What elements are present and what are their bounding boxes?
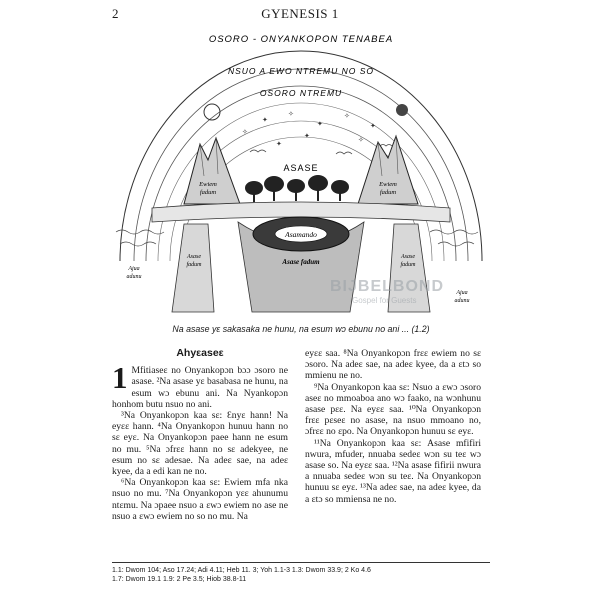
earth-label: ASASE [283,163,319,173]
firmament-label: OSORO NTREMU [259,88,343,98]
svg-text:✧: ✧ [344,112,350,120]
chapter-number: 1 [112,360,128,396]
right-mountain-label-2: fadum [379,189,397,196]
right-pillar-label-2: fadum [400,262,416,268]
svg-text:✧: ✧ [242,128,248,136]
book-title: GYENESIS 1 [261,6,339,21]
left-deep-label-2: adunu [126,274,142,280]
svg-text:✦: ✦ [317,120,323,128]
underworld-label: Asamando [285,230,317,239]
svg-text:✧: ✧ [358,136,364,144]
right-deep-label-1: Ajua [456,290,468,296]
svg-text:✧: ✧ [288,110,294,118]
illustration-caption: Na asase yɛ sakasaka ne hunu, na esum wɔ ebunu no ani ... (1.2) [172,324,430,334]
running-head [112,6,488,22]
creation-illustration [112,26,490,320]
right-pillar-label-1: Asase [401,254,415,260]
earth-pillars-label: Asase fadum [282,258,320,266]
watermark-tagline: Gospel for Guests [352,296,417,305]
watermark-brand: BIJBELBOND [330,278,445,295]
moon-icon [396,104,408,116]
left-mountain-label-1: Ewiem [199,181,217,188]
left-pillar [172,224,214,312]
cross-references [112,566,490,584]
page-number: 2 [112,6,119,21]
text-column-left [112,348,288,522]
verse-paragraph: ³Na Onyankopɔn kaa sε: Ɛnyε hann! Na eyεε hann. ⁴Na Onyankopɔn hunuu hann no sε eyε. Na Onyankopɔn paee hann ne esum no mu. ⁵Na ɔfrεε hann no sε adekyee, ne esum no sε adesae. Na adeε sae, na adeε kyee, da a edi kan ne no. [112,410,288,478]
verse-paragraph: ⁹Na Onyankopɔn kaa sε: Nsuo a εwɔ ɔsoro aseε no mmoaboa ano wɔ faako, na wɔnhunu asase pεε. Na eyεε saa. ¹⁰Na Onyankopɔn frεε pεseε no asase, na nsuo mmoano no, ɔfrεε no εpo. Na Onyankopɔn hunuu sε eyε. [305,381,481,438]
cosmology-drawing [112,26,490,320]
heaven-label: OSORO - ONYANKOPON TENABEA [208,34,394,45]
svg-text:✦: ✦ [304,132,310,140]
water-label: NSUO A EWO NTREMU NO SO [227,66,375,76]
svg-text:✦: ✦ [276,140,282,148]
right-mountain-label-1: Ewiem [379,181,397,188]
svg-text:✦: ✦ [262,116,268,124]
left-deep-label-1: Ajua [128,266,140,272]
cross-reference-line: 1.1: Dwom 104; Aso 17.24; Adi 4.11; Heb 11. 3; Yoh 1.1-3 1.3: Dwom 33.9; 2 Ko 4.6 [112,567,371,574]
left-mountain-label-2: fadum [199,189,217,196]
right-deep-label-2: adunu [454,298,470,304]
left-pillar-label-2: fadum [186,262,202,268]
verse-paragraph: Mfitiaseε no Onyankopɔn bɔɔ ɔsoro ne asase. ²Na asase yε basabasa ne hunu, na esum wɔ ebunu ani. Na Nyankopɔn honhom butu nsuo no ani. [112,365,288,410]
verse-paragraph: ¹¹Na Onyankopɔn kaa sε: Asase mfifiri nwura, mfuder, nnuaba sedeε wɔn su teε wɔ asase so. Na eyεε saa. ¹²Na asase fifirii nwura a nnuaba sedeε wɔn su teε. Na Onyankopɔn hunuu sε eyε. ¹³Na adeε sae, na adeε kyee, da a εtɔ so mmiensa ne no. [305,437,481,505]
text-column-right [305,348,481,505]
watermark [330,278,444,305]
trees-icon [245,175,349,202]
svg-text:✦: ✦ [370,122,376,130]
verse-paragraph: ⁶Na Onyankopɔn kaa sε: Ewiem mfa nka nsuo no mu. ⁷Na Onyankopɔn yεε ahunumu ntεmu. Na ɔpaee nsuo a εwɔ ewiem no ase ne nsuo a εwɔ ewiem no so no mu. Na [112,477,288,522]
section-heading: Ahyεaseε [176,347,224,359]
left-pillar-label-1: Asase [187,254,201,260]
stars-icon [242,110,376,148]
verse-paragraph: eyεε saa. ⁸Na Onyankopɔn frεε ewiem no sε ɔsoro. Na adeε sae, na adeε kyee, da a εtɔ so mmienu ne no. [305,348,481,382]
cross-reference-line: 1.7: Dwom 19.1 1.9: 2 Pe 3.5; Hiob 38.8-11 [112,576,247,583]
birds-icon [250,145,392,155]
footnote-divider [112,562,490,563]
